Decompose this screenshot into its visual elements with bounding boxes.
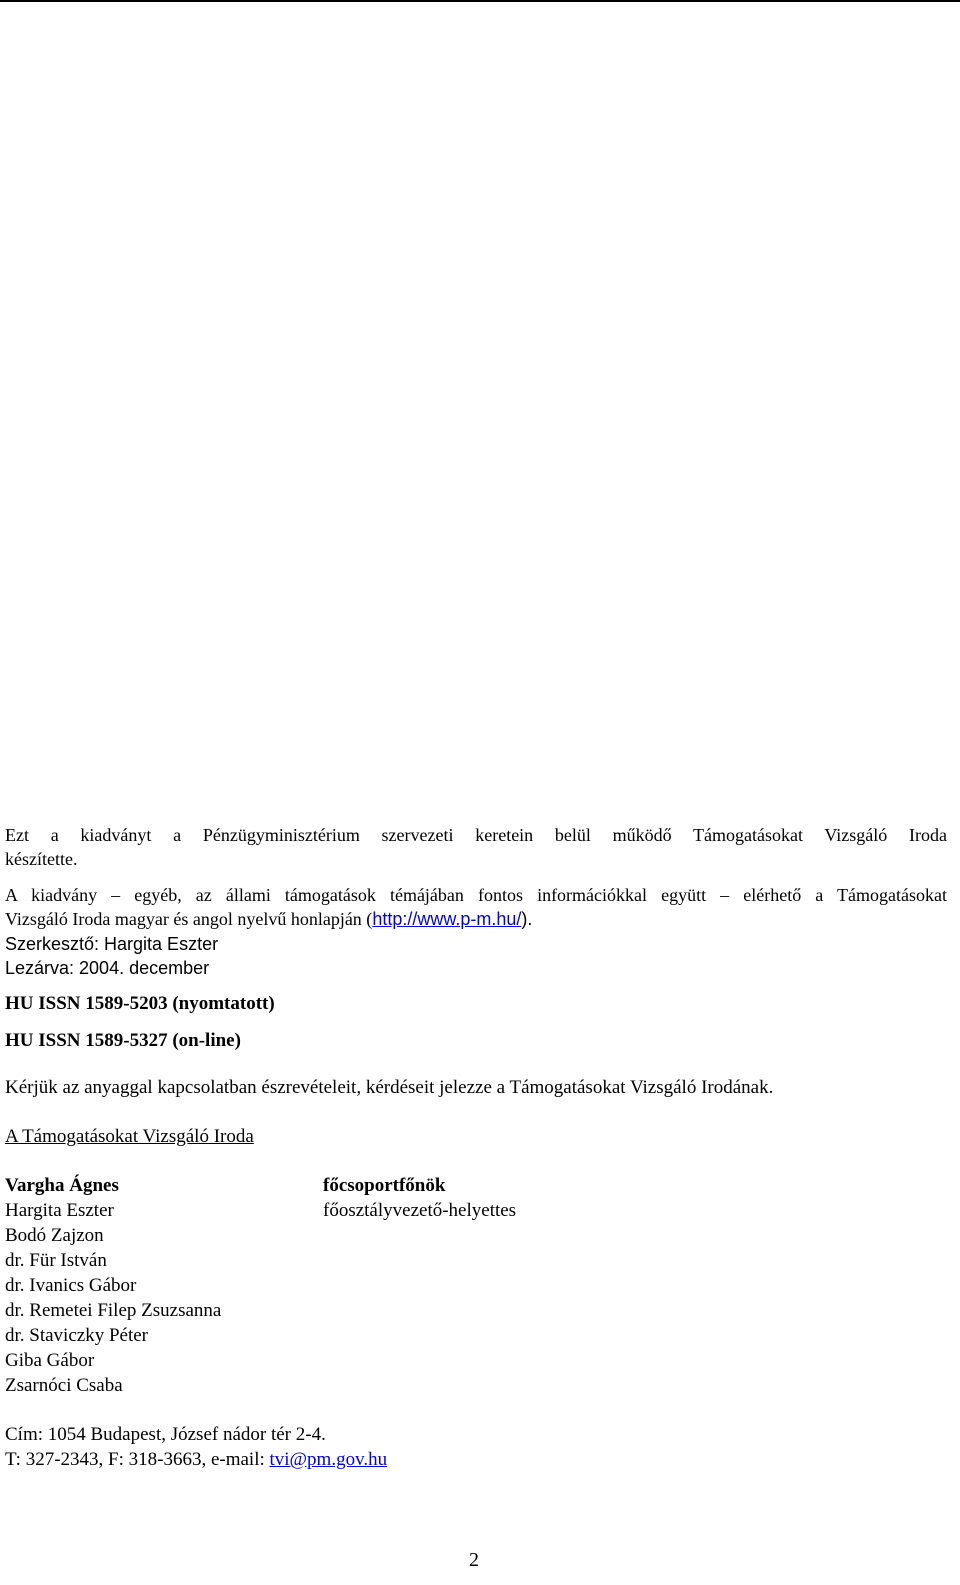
- contact-phone-line: [5, 1449, 387, 1471]
- request-text: Kérjük az anyaggal kapcsolatban észrevételeit, kérdéseit jelezze a Támogatásokat Vizsgáló Irodának.: [5, 1077, 774, 1098]
- staff-name: dr. Ivanics Gábor: [5, 1275, 137, 1296]
- staff-role: főosztályvezető-helyettes: [323, 1200, 517, 1221]
- intro-line-3: A kiadvány – egyéb, az állami támogatások témájában fontos információkkal együtt – elérhető a Támogatásokat: [5, 885, 947, 905]
- staff-name: Hargita Eszter: [5, 1200, 114, 1221]
- closed-date-line: Lezárva: 2004. december: [5, 958, 210, 978]
- intro-line-4: [5, 909, 532, 930]
- intro-line-2: készítette.: [5, 849, 78, 869]
- page-number: 2: [469, 1549, 479, 1571]
- staff-name: dr. Staviczky Péter: [5, 1325, 148, 1346]
- staff-name: dr. Remetei Filep Zsuzsanna: [5, 1300, 222, 1321]
- editor-line: Szerkesztő: Hargita Eszter: [5, 934, 219, 954]
- intro-line-4-end: ).: [521, 909, 533, 929]
- email-link[interactable]: tvi@pm.gov.hu: [269, 1449, 388, 1470]
- staff-name: Zsarnóci Csaba: [5, 1375, 123, 1396]
- staff-name: dr. Für István: [5, 1250, 107, 1271]
- staff-name: Bodó Zajzon: [5, 1225, 104, 1246]
- staff-name: Giba Gábor: [5, 1350, 95, 1371]
- staff-name: Vargha Ágnes: [5, 1175, 119, 1196]
- staff-role: főcsoportfőnök: [323, 1175, 446, 1196]
- intro-line-1: Ezt a kiadványt a Pénzügyminisztérium szervezeti keretein belül működő Támogatásokat Vizsgáló Iroda: [5, 825, 947, 845]
- office-title: A Támogatásokat Vizsgáló Iroda: [5, 1126, 254, 1147]
- contact-phone: T: 327-2343, F: 318-3663, e-mail:: [5, 1449, 270, 1470]
- issn-print: HU ISSN 1589-5203 (nyomtatott): [5, 993, 275, 1014]
- top-rule: [0, 0, 960, 2]
- intro-line-4-text: Vizsgáló Iroda magyar és angol nyelvű honlapján (: [5, 909, 373, 929]
- issn-online: HU ISSN 1589-5327 (on-line): [5, 1030, 241, 1051]
- contact-address: Cím: 1054 Budapest, József nádor tér 2-4.: [5, 1424, 326, 1445]
- homepage-link[interactable]: http://www.p-m.hu/: [372, 909, 522, 929]
